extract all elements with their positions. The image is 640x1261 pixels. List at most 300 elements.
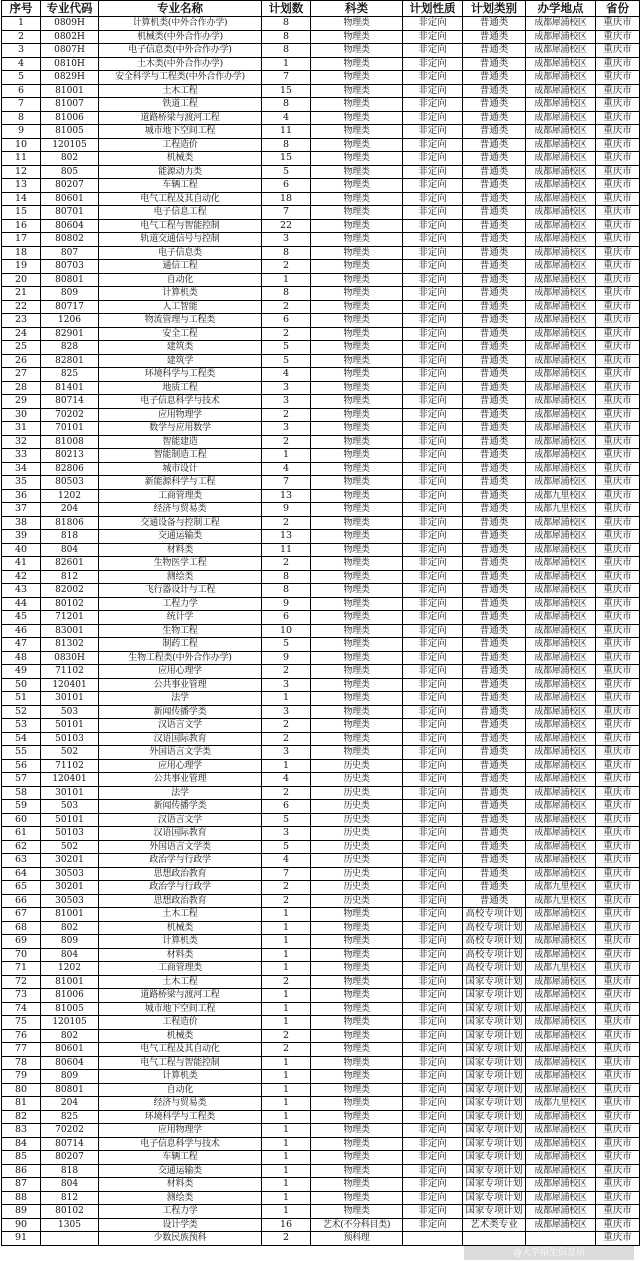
cell-province: 重庆市 <box>596 624 640 638</box>
cell-plan-count: 2 <box>262 300 311 314</box>
cell-major-name: 测绘类 <box>99 1191 262 1205</box>
cell-subject-type: 物理类 <box>311 233 403 247</box>
table-header <box>2 1 640 17</box>
table-row <box>2 1002 640 1016</box>
cell-plan-nature: 非定向 <box>403 638 463 652</box>
cell-plan-count: 3 <box>262 381 311 395</box>
cell-subject-type: 物理类 <box>311 665 403 679</box>
table-row <box>2 354 640 368</box>
cell-major-name: 道路桥梁与渡河工程 <box>99 111 262 125</box>
cell-index: 57 <box>2 773 41 787</box>
cell-campus: 成都犀浦校区 <box>526 759 596 773</box>
cell-index: 60 <box>2 813 41 827</box>
cell-subject-type: 物理类 <box>311 354 403 368</box>
cell-province: 重庆市 <box>596 300 640 314</box>
cell-plan-category: 国家专项计划 <box>463 1205 526 1219</box>
cell-major-code: 818 <box>41 1164 99 1178</box>
cell-plan-category: 国家专项计划 <box>463 1043 526 1057</box>
table-row <box>2 233 640 247</box>
cell-province: 重庆市 <box>596 827 640 841</box>
cell-major-name: 建筑学 <box>99 354 262 368</box>
cell-province: 重庆市 <box>596 1056 640 1070</box>
cell-plan-count: 9 <box>262 651 311 665</box>
cell-province: 重庆市 <box>596 908 640 922</box>
cell-campus: 成都犀浦校区 <box>526 233 596 247</box>
cell-major-code: 81001 <box>41 975 99 989</box>
cell-plan-category: 国家专项计划 <box>463 1029 526 1043</box>
cell-subject-type: 物理类 <box>311 584 403 598</box>
cell-subject-type: 历史类 <box>311 827 403 841</box>
cell-plan-nature: 非定向 <box>403 921 463 935</box>
cell-plan-nature: 非定向 <box>403 975 463 989</box>
cell-plan-category: 国家专项计划 <box>463 1083 526 1097</box>
cell-index: 24 <box>2 327 41 341</box>
cell-campus: 成都犀浦校区 <box>526 1016 596 1030</box>
cell-major-code: 80717 <box>41 300 99 314</box>
cell-plan-nature: 非定向 <box>403 1218 463 1232</box>
cell-index: 5 <box>2 71 41 85</box>
cell-index: 9 <box>2 125 41 139</box>
table-row <box>2 260 640 274</box>
cell-plan-category: 普通类 <box>463 530 526 544</box>
cell-plan-nature: 非定向 <box>403 624 463 638</box>
table-row <box>2 44 640 58</box>
cell-plan-nature: 非定向 <box>403 557 463 571</box>
cell-index: 1 <box>2 17 41 31</box>
cell-plan-category: 普通类 <box>463 71 526 85</box>
cell-province: 重庆市 <box>596 1232 640 1246</box>
cell-major-code: 30201 <box>41 881 99 895</box>
table-row <box>2 219 640 233</box>
cell-plan-nature: 非定向 <box>403 597 463 611</box>
cell-province: 重庆市 <box>596 125 640 139</box>
cell-province: 重庆市 <box>596 17 640 31</box>
table-row <box>2 1151 640 1165</box>
table-row <box>2 71 640 85</box>
cell-plan-nature: 非定向 <box>403 273 463 287</box>
cell-province: 重庆市 <box>596 1178 640 1192</box>
cell-province: 重庆市 <box>596 314 640 328</box>
cell-plan-nature: 非定向 <box>403 894 463 908</box>
cell-index: 11 <box>2 152 41 166</box>
cell-plan-count: 6 <box>262 800 311 814</box>
cell-plan-count: 6 <box>262 611 311 625</box>
cell-subject-type: 物理类 <box>311 435 403 449</box>
cell-province: 重庆市 <box>596 786 640 800</box>
cell-plan-category: 普通类 <box>463 341 526 355</box>
cell-plan-count: 8 <box>262 570 311 584</box>
cell-major-name: 政治学与行政学 <box>99 881 262 895</box>
cell-plan-count: 2 <box>262 786 311 800</box>
cell-major-name: 物流管理与工程类 <box>99 314 262 328</box>
table-row <box>2 800 640 814</box>
cell-plan-count: 1 <box>262 273 311 287</box>
cell-plan-nature: 非定向 <box>403 867 463 881</box>
cell-major-name: 计算机类(中外合作办学) <box>99 17 262 31</box>
cell-campus: 成都犀浦校区 <box>526 867 596 881</box>
cell-campus: 成都犀浦校区 <box>526 1178 596 1192</box>
cell-index: 30 <box>2 408 41 422</box>
cell-plan-category: 普通类 <box>463 476 526 490</box>
table-row <box>2 1043 640 1057</box>
cell-province: 重庆市 <box>596 368 640 382</box>
cell-index: 10 <box>2 138 41 152</box>
cell-plan-category: 国家专项计划 <box>463 1070 526 1084</box>
table-row <box>2 273 640 287</box>
cell-major-code: 804 <box>41 948 99 962</box>
table-row <box>2 948 640 962</box>
cell-major-code: 825 <box>41 368 99 382</box>
table-row <box>2 543 640 557</box>
cell-index: 52 <box>2 705 41 719</box>
cell-plan-category: 普通类 <box>463 813 526 827</box>
cell-subject-type: 物理类 <box>311 746 403 760</box>
cell-province: 重庆市 <box>596 800 640 814</box>
cell-province: 重庆市 <box>596 530 640 544</box>
cell-major-name: 电子信息工程 <box>99 206 262 220</box>
cell-plan-count: 5 <box>262 840 311 854</box>
cell-plan-nature: 非定向 <box>403 381 463 395</box>
cell-major-code: 1202 <box>41 962 99 976</box>
cell-province: 重庆市 <box>596 719 640 733</box>
cell-index: 18 <box>2 246 41 260</box>
cell-campus: 成都犀浦校区 <box>526 30 596 44</box>
cell-plan-category: 普通类 <box>463 503 526 517</box>
cell-major-name: 工程造价 <box>99 138 262 152</box>
cell-major-code: 80213 <box>41 449 99 463</box>
cell-index: 68 <box>2 921 41 935</box>
cell-subject-type: 物理类 <box>311 462 403 476</box>
cell-plan-nature: 非定向 <box>403 395 463 409</box>
cell-major-name: 测绘类 <box>99 570 262 584</box>
cell-campus: 成都九里校区 <box>526 894 596 908</box>
cell-plan-nature: 非定向 <box>403 1205 463 1219</box>
cell-province: 重庆市 <box>596 840 640 854</box>
cell-plan-count: 2 <box>262 1232 311 1246</box>
cell-plan-count: 7 <box>262 71 311 85</box>
cell-subject-type: 物理类 <box>311 17 403 31</box>
cell-major-code: 502 <box>41 840 99 854</box>
table-row <box>2 1083 640 1097</box>
cell-subject-type: 物理类 <box>311 489 403 503</box>
cell-plan-nature: 非定向 <box>403 233 463 247</box>
cell-subject-type: 物理类 <box>311 597 403 611</box>
cell-province: 重庆市 <box>596 341 640 355</box>
cell-plan-category: 普通类 <box>463 881 526 895</box>
cell-campus: 成都九里校区 <box>526 489 596 503</box>
cell-plan-category: 高校专项计划 <box>463 962 526 976</box>
cell-major-name: 车辆工程 <box>99 1151 262 1165</box>
cell-index: 64 <box>2 867 41 881</box>
cell-plan-category: 普通类 <box>463 678 526 692</box>
cell-subject-type: 历史类 <box>311 786 403 800</box>
cell-plan-count: 8 <box>262 246 311 260</box>
cell-subject-type: 历史类 <box>311 867 403 881</box>
admission-plan-table <box>1 0 640 1246</box>
cell-major-name: 经济与贸易类 <box>99 503 262 517</box>
cell-plan-category: 普通类 <box>463 570 526 584</box>
cell-campus: 成都犀浦校区 <box>526 368 596 382</box>
cell-plan-category: 高校专项计划 <box>463 908 526 922</box>
cell-major-name: 材料类 <box>99 543 262 557</box>
cell-plan-count: 2 <box>262 435 311 449</box>
cell-campus: 成都犀浦校区 <box>526 678 596 692</box>
cell-plan-category: 普通类 <box>463 57 526 71</box>
cell-major-name: 工程造价 <box>99 1016 262 1030</box>
cell-index: 4 <box>2 57 41 71</box>
cell-plan-category: 普通类 <box>463 732 526 746</box>
table-row <box>2 57 640 71</box>
cell-major-code: 828 <box>41 341 99 355</box>
cell-index: 79 <box>2 1070 41 1084</box>
cell-subject-type: 物理类 <box>311 678 403 692</box>
cell-plan-nature: 非定向 <box>403 786 463 800</box>
cell-major-name: 生物工程类(中外合作办学) <box>99 651 262 665</box>
table-body <box>2 17 640 1246</box>
cell-plan-count: 1 <box>262 759 311 773</box>
cell-plan-count: 3 <box>262 233 311 247</box>
cell-major-name: 汉语言文学 <box>99 719 262 733</box>
cell-plan-count: 13 <box>262 489 311 503</box>
cell-index: 35 <box>2 476 41 490</box>
table-row <box>2 1097 640 1111</box>
cell-index: 67 <box>2 908 41 922</box>
cell-plan-count: 2 <box>262 327 311 341</box>
table-row <box>2 989 640 1003</box>
table-row <box>2 516 640 530</box>
table-row <box>2 138 640 152</box>
cell-subject-type: 历史类 <box>311 773 403 787</box>
cell-subject-type: 物理类 <box>311 57 403 71</box>
cell-plan-nature: 非定向 <box>403 111 463 125</box>
cell-plan-nature: 非定向 <box>403 435 463 449</box>
cell-index: 29 <box>2 395 41 409</box>
cell-campus: 成都犀浦校区 <box>526 408 596 422</box>
cell-major-name: 思想政治教育 <box>99 894 262 908</box>
cell-index: 69 <box>2 935 41 949</box>
cell-major-name: 公共事业管理 <box>99 678 262 692</box>
cell-index: 85 <box>2 1151 41 1165</box>
table-row <box>2 651 640 665</box>
cell-index: 34 <box>2 462 41 476</box>
cell-plan-count: 1 <box>262 921 311 935</box>
cell-campus: 成都犀浦校区 <box>526 287 596 301</box>
cell-index: 8 <box>2 111 41 125</box>
cell-index: 15 <box>2 206 41 220</box>
cell-province: 重庆市 <box>596 692 640 706</box>
table-row <box>2 341 640 355</box>
cell-plan-category: 国家专项计划 <box>463 1151 526 1165</box>
cell-subject-type: 物理类 <box>311 935 403 949</box>
cell-index: 14 <box>2 192 41 206</box>
cell-subject-type: 历史类 <box>311 854 403 868</box>
cell-plan-count: 2 <box>262 557 311 571</box>
cell-campus: 成都犀浦校区 <box>526 476 596 490</box>
cell-subject-type: 物理类 <box>311 314 403 328</box>
cell-campus: 成都犀浦校区 <box>526 854 596 868</box>
cell-plan-nature: 非定向 <box>403 287 463 301</box>
cell-plan-category: 国家专项计划 <box>463 1191 526 1205</box>
cell-plan-count: 2 <box>262 732 311 746</box>
cell-province: 重庆市 <box>596 1218 640 1232</box>
table-row <box>2 786 640 800</box>
cell-index: 58 <box>2 786 41 800</box>
header-campus: 办学地点 <box>526 1 596 17</box>
header-plan-nature: 计划性质 <box>403 1 463 17</box>
cell-major-code: 80701 <box>41 206 99 220</box>
cell-plan-category: 国家专项计划 <box>463 1110 526 1124</box>
cell-campus: 成都犀浦校区 <box>526 773 596 787</box>
cell-major-name: 生物工程 <box>99 624 262 638</box>
cell-index: 7 <box>2 98 41 112</box>
cell-major-code: 807 <box>41 246 99 260</box>
cell-plan-category: 普通类 <box>463 759 526 773</box>
cell-plan-count: 7 <box>262 867 311 881</box>
cell-plan-count: 1 <box>262 1056 311 1070</box>
table-row <box>2 705 640 719</box>
cell-campus: 成都犀浦校区 <box>526 813 596 827</box>
cell-plan-count: 8 <box>262 17 311 31</box>
cell-major-code: 80601 <box>41 1043 99 1057</box>
cell-plan-category: 普通类 <box>463 287 526 301</box>
cell-subject-type: 物理类 <box>311 179 403 193</box>
cell-plan-category: 国家专项计划 <box>463 1124 526 1138</box>
cell-campus: 成都犀浦校区 <box>526 260 596 274</box>
cell-major-name: 车辆工程 <box>99 179 262 193</box>
cell-plan-nature: 非定向 <box>403 1029 463 1043</box>
cell-province: 重庆市 <box>596 1137 640 1151</box>
cell-plan-nature: 非定向 <box>403 1002 463 1016</box>
cell-major-name: 飞行器设计与工程 <box>99 584 262 598</box>
table-row <box>2 813 640 827</box>
cell-plan-count: 4 <box>262 462 311 476</box>
cell-index: 78 <box>2 1056 41 1070</box>
cell-major-code: 81005 <box>41 125 99 139</box>
cell-major-code: 80102 <box>41 597 99 611</box>
cell-province: 重庆市 <box>596 111 640 125</box>
cell-campus: 成都犀浦校区 <box>526 44 596 58</box>
cell-major-name: 公共事业管理 <box>99 773 262 787</box>
cell-campus: 成都犀浦校区 <box>526 354 596 368</box>
cell-province: 重庆市 <box>596 773 640 787</box>
cell-major-name: 应用物理学 <box>99 1124 262 1138</box>
cell-major-code: 82801 <box>41 354 99 368</box>
cell-major-name: 应用物理学 <box>99 408 262 422</box>
table-row <box>2 287 640 301</box>
cell-major-name: 经济与贸易类 <box>99 1097 262 1111</box>
cell-major-code: 81302 <box>41 638 99 652</box>
cell-plan-category: 国家专项计划 <box>463 1137 526 1151</box>
cell-plan-nature: 非定向 <box>403 962 463 976</box>
cell-plan-category: 普通类 <box>463 125 526 139</box>
cell-campus: 成都犀浦校区 <box>526 921 596 935</box>
cell-plan-nature: 非定向 <box>403 759 463 773</box>
cell-subject-type: 物理类 <box>311 1178 403 1192</box>
cell-plan-category: 普通类 <box>463 800 526 814</box>
cell-campus: 成都犀浦校区 <box>526 341 596 355</box>
table-row <box>2 759 640 773</box>
cell-major-name: 土木工程 <box>99 908 262 922</box>
cell-plan-nature: 非定向 <box>403 840 463 854</box>
cell-major-name: 自动化 <box>99 1083 262 1097</box>
cell-campus: 成都犀浦校区 <box>526 557 596 571</box>
cell-subject-type: 物理类 <box>311 408 403 422</box>
cell-index: 66 <box>2 894 41 908</box>
cell-index: 65 <box>2 881 41 895</box>
cell-subject-type: 物理类 <box>311 1137 403 1151</box>
cell-plan-count: 7 <box>262 476 311 490</box>
cell-subject-type: 历史类 <box>311 800 403 814</box>
cell-province: 重庆市 <box>596 489 640 503</box>
table-row <box>2 1016 640 1030</box>
table-row <box>2 624 640 638</box>
cell-plan-nature: 非定向 <box>403 1178 463 1192</box>
cell-subject-type: 物理类 <box>311 732 403 746</box>
cell-subject-type: 物理类 <box>311 138 403 152</box>
cell-major-code: 30101 <box>41 786 99 800</box>
table-row <box>2 314 640 328</box>
cell-campus: 成都犀浦校区 <box>526 111 596 125</box>
cell-campus: 成都犀浦校区 <box>526 1164 596 1178</box>
cell-subject-type: 物理类 <box>311 341 403 355</box>
cell-plan-category: 普通类 <box>463 489 526 503</box>
cell-plan-category: 普通类 <box>463 719 526 733</box>
cell-campus: 成都犀浦校区 <box>526 192 596 206</box>
cell-campus: 成都犀浦校区 <box>526 179 596 193</box>
header-index: 序号 <box>2 1 41 17</box>
cell-plan-count: 6 <box>262 314 311 328</box>
cell-plan-nature: 非定向 <box>403 705 463 719</box>
cell-province: 重庆市 <box>596 219 640 233</box>
table-row <box>2 1029 640 1043</box>
cell-plan-count: 2 <box>262 665 311 679</box>
table-row <box>2 125 640 139</box>
cell-province: 重庆市 <box>596 57 640 71</box>
table-row <box>2 894 640 908</box>
cell-major-code: 30201 <box>41 854 99 868</box>
cell-plan-count: 8 <box>262 98 311 112</box>
cell-major-name: 城市地下空间工程 <box>99 1002 262 1016</box>
cell-campus: 成都犀浦校区 <box>526 246 596 260</box>
cell-plan-nature: 非定向 <box>403 341 463 355</box>
table-row <box>2 732 640 746</box>
cell-campus: 成都犀浦校区 <box>526 935 596 949</box>
cell-campus: 成都犀浦校区 <box>526 1124 596 1138</box>
cell-plan-nature: 非定向 <box>403 692 463 706</box>
cell-major-name: 人工智能 <box>99 300 262 314</box>
cell-plan-count: 4 <box>262 111 311 125</box>
cell-province: 重庆市 <box>596 665 640 679</box>
table-row <box>2 476 640 490</box>
cell-plan-nature: 非定向 <box>403 732 463 746</box>
cell-major-name: 城市地下空间工程 <box>99 125 262 139</box>
cell-plan-count: 5 <box>262 354 311 368</box>
cell-province: 重庆市 <box>596 179 640 193</box>
table-row <box>2 449 640 463</box>
cell-province: 重庆市 <box>596 408 640 422</box>
cell-major-code: 71102 <box>41 759 99 773</box>
cell-subject-type: 物理类 <box>311 125 403 139</box>
cell-campus: 成都犀浦校区 <box>526 1218 596 1232</box>
cell-campus: 成都犀浦校区 <box>526 638 596 652</box>
cell-campus: 成都犀浦校区 <box>526 732 596 746</box>
cell-campus: 成都犀浦校区 <box>526 1002 596 1016</box>
cell-province: 重庆市 <box>596 854 640 868</box>
cell-plan-category: 普通类 <box>463 30 526 44</box>
cell-subject-type: 艺术(不分科目类) <box>311 1218 403 1232</box>
cell-plan-category: 普通类 <box>463 165 526 179</box>
cell-plan-category: 国家专项计划 <box>463 989 526 1003</box>
